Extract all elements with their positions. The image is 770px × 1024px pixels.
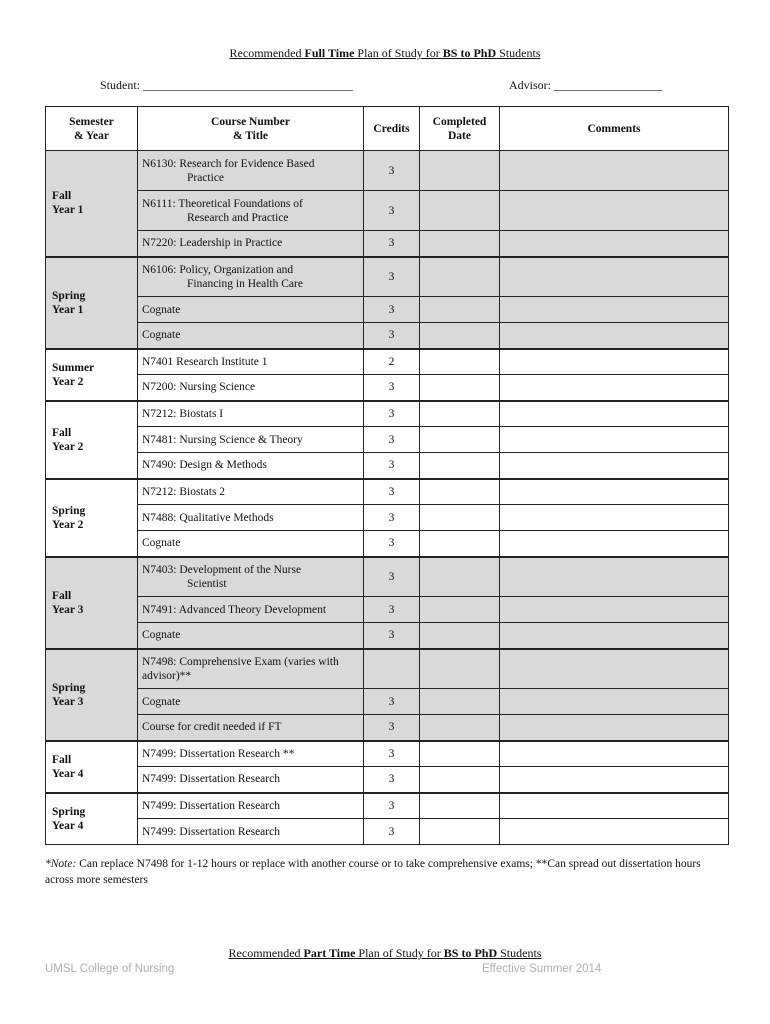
course-title: N7491: Advanced Theory Development xyxy=(142,603,327,616)
semester-name: Fall xyxy=(52,589,72,602)
comments-cell[interactable] xyxy=(500,191,729,231)
table-row xyxy=(46,597,729,623)
course-title: N7499: Dissertation Research xyxy=(142,799,280,812)
semester-year: Year 4 xyxy=(52,819,84,832)
credits-cell: 3 xyxy=(364,297,420,323)
table-row xyxy=(46,689,729,715)
completed-date-cell[interactable] xyxy=(420,557,500,597)
semester-name: Spring xyxy=(52,805,86,818)
course-title: N7212: Biostats I xyxy=(142,407,224,420)
course-cell xyxy=(138,231,364,257)
semester-cell xyxy=(46,349,138,401)
credits-cell: 3 xyxy=(364,191,420,231)
table-row xyxy=(46,297,729,323)
course-cell xyxy=(138,819,364,845)
header-semester: Semester & Year xyxy=(46,107,138,151)
credits-cell: 3 xyxy=(364,557,420,597)
credits-cell: 3 xyxy=(364,257,420,297)
course-title: N7490: Design & Methods xyxy=(142,459,267,472)
semester-cell xyxy=(46,151,138,257)
course-cell xyxy=(138,767,364,793)
course-title-continued: Financing in Health Care xyxy=(187,277,303,290)
course-cell xyxy=(138,689,364,715)
semester-name: Spring xyxy=(52,289,86,302)
completed-date-cell[interactable] xyxy=(420,231,500,257)
course-title: Cognate xyxy=(142,537,181,550)
completed-date-cell[interactable] xyxy=(420,453,500,479)
completed-date-cell[interactable] xyxy=(420,819,500,845)
credits-cell: 3 xyxy=(364,505,420,531)
completed-date-cell[interactable] xyxy=(420,649,500,689)
semester-year: Year 1 xyxy=(52,303,84,316)
comments-cell[interactable] xyxy=(500,505,729,531)
table-row xyxy=(46,793,729,819)
table-row xyxy=(46,505,729,531)
credits-cell: 3 xyxy=(364,375,420,401)
completed-date-cell[interactable] xyxy=(420,741,500,767)
semester-year: Year 2 xyxy=(52,440,84,453)
course-title: N7403: Development of the Nurse xyxy=(142,563,302,576)
table-header-row xyxy=(46,107,729,151)
course-title: Course for credit needed if FT xyxy=(142,721,282,734)
course-title: N7499: Dissertation Research xyxy=(142,825,280,838)
comments-cell[interactable] xyxy=(500,557,729,597)
course-cell xyxy=(138,191,364,231)
comments-cell[interactable] xyxy=(500,819,729,845)
comments-cell[interactable] xyxy=(500,767,729,793)
semester-name: Fall xyxy=(52,190,72,203)
table-row xyxy=(46,231,729,257)
semester-name: Summer xyxy=(52,361,95,374)
course-title-continued: Scientist xyxy=(187,577,227,590)
semester-cell xyxy=(46,741,138,793)
course-title: N6111: Theoretical Foundations of xyxy=(142,197,303,210)
table-row xyxy=(46,531,729,557)
completed-date-cell[interactable] xyxy=(420,597,500,623)
course-cell xyxy=(138,623,364,649)
semester-year: Year 2 xyxy=(52,518,84,531)
comments-cell[interactable] xyxy=(500,297,729,323)
completed-date-cell[interactable] xyxy=(420,401,500,427)
comments-cell[interactable] xyxy=(500,689,729,715)
credits-cell: 3 xyxy=(364,741,420,767)
semester-cell xyxy=(46,649,138,741)
course-title-continued: Research and Practice xyxy=(187,211,289,224)
page-title: Recommended Full Time Plan of Study for BS to PhD Students xyxy=(229,46,541,60)
comments-cell[interactable] xyxy=(500,349,729,375)
course-title: Cognate xyxy=(142,695,181,708)
course-cell xyxy=(138,151,364,191)
completed-date-cell[interactable] xyxy=(420,349,500,375)
semester-name: Spring xyxy=(52,681,86,694)
student-field-label: Student: ___________________________________ xyxy=(100,78,354,92)
semester-year: Year 2 xyxy=(52,375,84,388)
credits-cell: 3 xyxy=(364,531,420,557)
completed-date-cell[interactable] xyxy=(420,151,500,191)
completed-date-cell[interactable] xyxy=(420,479,500,505)
course-cell xyxy=(138,479,364,505)
table-row xyxy=(46,767,729,793)
completed-date-cell[interactable] xyxy=(420,505,500,531)
credits-cell xyxy=(364,649,420,689)
course-title: N6106: Policy, Organization and xyxy=(142,263,294,276)
course-cell xyxy=(138,597,364,623)
semester-year: Year 3 xyxy=(52,695,84,708)
header-comments: Comments xyxy=(500,107,729,151)
comments-cell[interactable] xyxy=(500,453,729,479)
table-row xyxy=(46,191,729,231)
credits-cell: 3 xyxy=(364,715,420,741)
table-row xyxy=(46,323,729,349)
course-title: N7401 Research Institute 1 xyxy=(142,355,268,368)
semester-cell xyxy=(46,257,138,349)
completed-date-cell[interactable] xyxy=(420,623,500,649)
comments-cell[interactable] xyxy=(500,401,729,427)
credits-cell: 3 xyxy=(364,401,420,427)
completed-date-cell[interactable] xyxy=(420,427,500,453)
table-row xyxy=(46,623,729,649)
course-title: N7481: Nursing Science & Theory xyxy=(142,433,303,446)
credits-cell: 3 xyxy=(364,819,420,845)
table-row xyxy=(46,741,729,767)
credits-cell: 3 xyxy=(364,597,420,623)
course-title: N7499: Dissertation Research xyxy=(142,773,280,786)
comments-cell[interactable] xyxy=(500,649,729,689)
credits-cell: 3 xyxy=(364,323,420,349)
footer-college: UMSL College of Nursing xyxy=(45,963,175,975)
course-cell xyxy=(138,375,364,401)
course-cell xyxy=(138,793,364,819)
table-row xyxy=(46,557,729,597)
semester-name: Fall xyxy=(52,426,72,439)
header-credits: Credits xyxy=(364,107,420,151)
semester-cell xyxy=(46,557,138,649)
course-title-continued: Practice xyxy=(187,171,225,184)
completed-date-cell[interactable] xyxy=(420,375,500,401)
table-row xyxy=(46,401,729,427)
course-cell xyxy=(138,297,364,323)
comments-cell[interactable] xyxy=(500,479,729,505)
credits-cell: 3 xyxy=(364,453,420,479)
course-title: N7200: Nursing Science xyxy=(142,381,256,394)
credits-cell: 3 xyxy=(364,427,420,453)
course-cell xyxy=(138,741,364,767)
course-title: Cognate xyxy=(142,329,181,342)
semester-name: Fall xyxy=(52,753,72,766)
completed-date-cell[interactable] xyxy=(420,297,500,323)
completed-date-cell[interactable] xyxy=(420,793,500,819)
table-row xyxy=(46,715,729,741)
course-title: N7499: Dissertation Research ** xyxy=(142,747,295,760)
course-title: N6130: Research for Evidence Based xyxy=(142,157,315,170)
table-row xyxy=(46,819,729,845)
comments-cell[interactable] xyxy=(500,597,729,623)
table-row xyxy=(46,649,729,689)
comments-cell[interactable] xyxy=(500,793,729,819)
completed-date-cell[interactable] xyxy=(420,531,500,557)
completed-date-cell[interactable] xyxy=(420,191,500,231)
completed-date-cell[interactable] xyxy=(420,257,500,297)
table-row xyxy=(46,479,729,505)
course-cell xyxy=(138,349,364,375)
table-row xyxy=(46,453,729,479)
completed-date-cell[interactable] xyxy=(420,323,500,349)
course-cell xyxy=(138,505,364,531)
table-row xyxy=(46,257,729,297)
table-row xyxy=(46,349,729,375)
course-title: Cognate xyxy=(142,303,181,316)
course-title: N7488: Qualitative Methods xyxy=(142,511,274,524)
header-course: Course Number & Title xyxy=(138,107,364,151)
course-cell xyxy=(138,323,364,349)
course-cell xyxy=(138,257,364,297)
table-row xyxy=(46,151,729,191)
table-row xyxy=(46,375,729,401)
course-cell xyxy=(138,557,364,597)
comments-cell[interactable] xyxy=(500,623,729,649)
semester-cell xyxy=(46,401,138,479)
footer-effective-date: Effective Summer 2014 xyxy=(482,963,602,975)
credits-cell: 3 xyxy=(364,479,420,505)
course-title: N7212: Biostats 2 xyxy=(142,485,226,498)
semester-year: Year 3 xyxy=(52,603,84,616)
course-title: N7220: Leadership in Practice xyxy=(142,237,283,250)
comments-cell[interactable] xyxy=(500,151,729,191)
advisor-field-label: Advisor: __________________ xyxy=(509,78,662,92)
completed-date-cell[interactable] xyxy=(420,715,500,741)
course-title: Cognate xyxy=(142,629,181,642)
comments-cell[interactable] xyxy=(500,741,729,767)
completed-date-cell[interactable] xyxy=(420,767,500,793)
comments-cell[interactable] xyxy=(500,427,729,453)
credits-cell: 3 xyxy=(364,689,420,715)
part-time-title: Recommended Part Time Plan of Study for BS to PhD Students xyxy=(228,946,542,960)
plan-of-study-table xyxy=(45,106,729,845)
credits-cell: 3 xyxy=(364,767,420,793)
credits-cell: 2 xyxy=(364,349,420,375)
semester-cell xyxy=(46,479,138,557)
course-cell xyxy=(138,453,364,479)
comments-cell[interactable] xyxy=(500,715,729,741)
course-cell xyxy=(138,427,364,453)
course-cell xyxy=(138,649,364,689)
credits-cell: 3 xyxy=(364,151,420,191)
credits-cell: 3 xyxy=(364,231,420,257)
semester-year: Year 1 xyxy=(52,204,84,217)
semester-name: Spring xyxy=(52,504,86,517)
table-row xyxy=(46,427,729,453)
comments-cell[interactable] xyxy=(500,375,729,401)
comments-cell[interactable] xyxy=(500,257,729,297)
comments-cell[interactable] xyxy=(500,323,729,349)
course-cell xyxy=(138,531,364,557)
semester-cell xyxy=(46,793,138,845)
semester-year: Year 4 xyxy=(52,767,84,780)
comments-cell[interactable] xyxy=(500,531,729,557)
completed-date-cell[interactable] xyxy=(420,689,500,715)
footnote: *Note: Can replace N7498 for 1-12 hours or replace with another course or to take comprehensive exams; **Can spread out dissertation hours across more semesters xyxy=(45,858,701,886)
credits-cell: 3 xyxy=(364,623,420,649)
course-cell xyxy=(138,715,364,741)
comments-cell[interactable] xyxy=(500,231,729,257)
header-completed-date: Completed Date xyxy=(420,107,500,151)
course-title: N7498: Comprehensive Exam (varies with advisor)** xyxy=(142,655,339,682)
course-cell xyxy=(138,401,364,427)
credits-cell: 3 xyxy=(364,793,420,819)
